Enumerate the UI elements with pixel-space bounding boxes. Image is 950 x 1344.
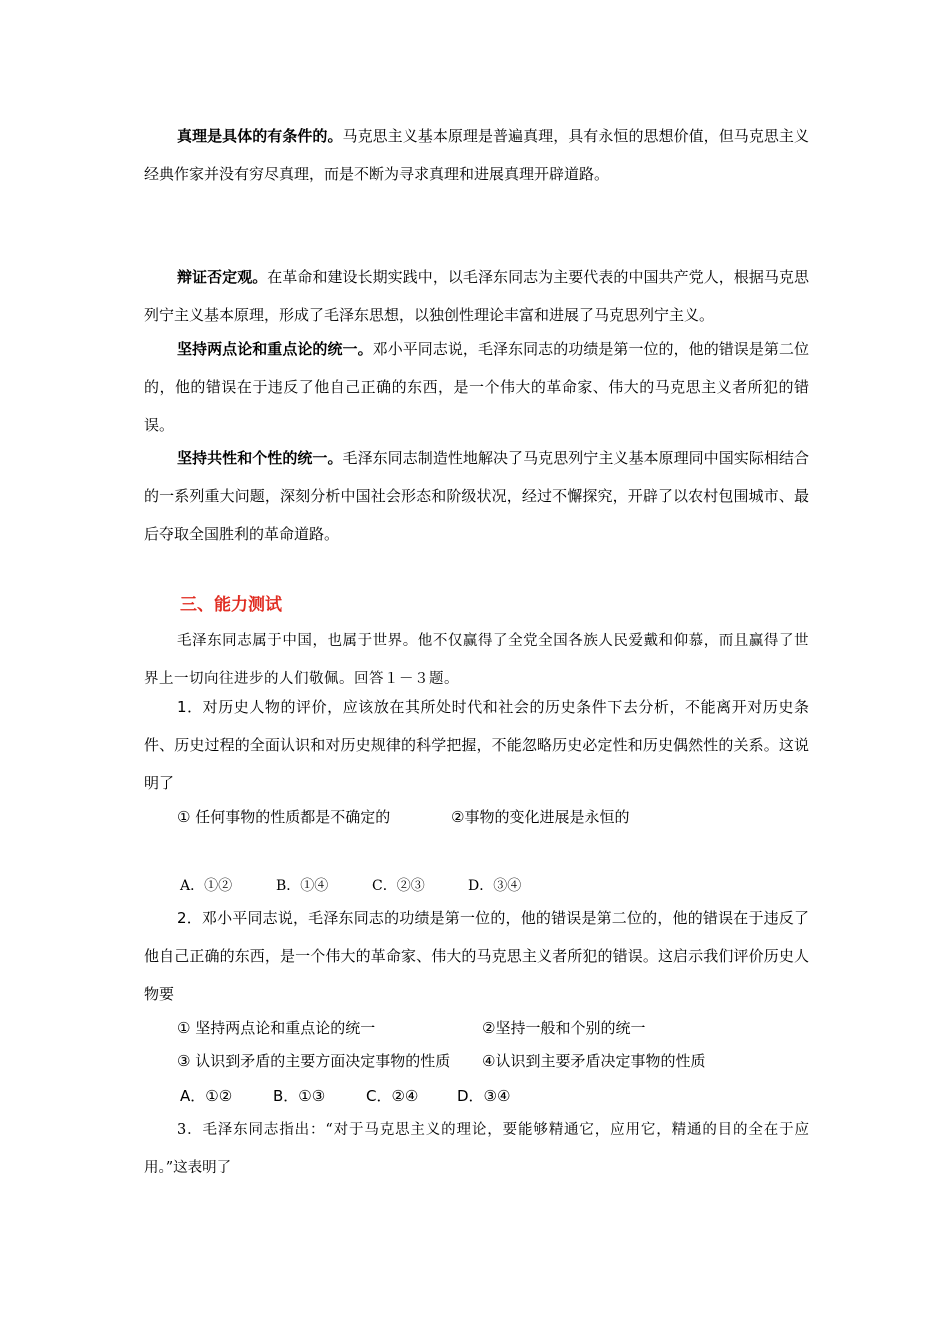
paragraph-text: 马克思主义基本原理是普遍真理，具有永恒的思想价值，但马克思主义经典作家并没有穷尽真理，而是不断为寻求真理和进展真理开辟道路。: [144, 127, 809, 183]
question-2-choice-d: D．③④: [457, 1087, 511, 1105]
question-1-choice-a: A．①②: [180, 878, 233, 894]
paragraph-lead: 坚持共性和个性的统一。: [177, 449, 343, 467]
paragraph-dialectical-negation: [144, 258, 809, 334]
question-1-choice-c: C．②③: [372, 878, 425, 894]
paragraph-lead: 真理是具体的有条件的。: [177, 127, 343, 145]
paragraph-lead: 坚持两点论和重点论的统一。: [177, 340, 373, 358]
question-1-option-2: ②事物的变化进展是永恒的: [451, 808, 630, 826]
section-intro: 毛泽东同志属于中国，也属于世界。他不仅赢得了全党全国各族人民爱戴和仰慕，而且赢得了世界上一切向往进步的人们敬佩。回答１－３题。: [144, 633, 809, 687]
question-2-option-1: ① 坚持两点论和重点论的统一: [177, 1019, 376, 1037]
question-2-option-3: ③ 认识到矛盾的主要方面决定事物的性质: [177, 1052, 451, 1070]
question-2-option-2: ②坚持一般和个别的统一: [482, 1019, 646, 1037]
question-2-stem: 2．邓小平同志说，毛泽东同志的功绩是第一位的，他的错误是第二位的，他的错误在于违反了他自己正确的东西，是一个伟大的革命家、伟大的马克思主义者所犯的错误。这启示我们评价历史人物要: [144, 909, 809, 1003]
paragraph-text: 邓小平同志说，毛泽东同志的功绩是第一位的，他的错误是第二位的，他的错误在于违反了他自己正确的东西，是一个伟大的革命家、伟大的马克思主义者所犯的错误。: [144, 340, 809, 434]
question-1-choice-b: B．①④: [276, 878, 329, 894]
paragraph-two-points: [144, 330, 809, 444]
question-2-choice-b: B．①③: [273, 1087, 326, 1105]
section-heading: 三、能力测试: [180, 595, 282, 615]
question-2-choice-c: C．②④: [366, 1087, 419, 1105]
question-2-option-4: ④认识到主要矛盾决定事物的性质: [482, 1052, 706, 1070]
question-2-choice-a: A．①②: [180, 1087, 233, 1105]
paragraph-truth: [144, 117, 809, 193]
question-3-stem: 3．毛泽东同志指出：“对于马克思主义的理论，要能够精通它，应用它，精通的目的全在于应用。”这表明了: [144, 1122, 809, 1176]
paragraph-commonality: [144, 439, 809, 553]
question-1-choice-d: D．③④: [468, 878, 522, 894]
paragraph-lead: 辩证否定观。: [177, 268, 268, 286]
paragraph-text: 在革命和建设长期实践中，以毛泽东同志为主要代表的中国共产党人，根据马克思列宁主义基本原理，形成了毛泽东思想，以独创性理论丰富和进展了马克思列宁主义。: [144, 268, 809, 324]
paragraph-text: 毛泽东同志制造性地解决了马克思列宁主义基本原理同中国实际相结合的一系列重大问题，深刻分析中国社会形态和阶级状况，经过不懈探究，开辟了以农村包围城市、最后夺取全国胜利的革命道路。: [144, 449, 809, 543]
question-1-option-1: ① 任何事物的性质都是不确定的: [177, 808, 391, 826]
question-1-stem: 1．对历史人物的评价，应该放在其所处时代和社会的历史条件下去分析，不能离开对历史条件、历史过程的全面认识和对历史规律的科学把握，不能忽略历史必定性和历史偶然性的关系。这说明了: [144, 698, 809, 792]
